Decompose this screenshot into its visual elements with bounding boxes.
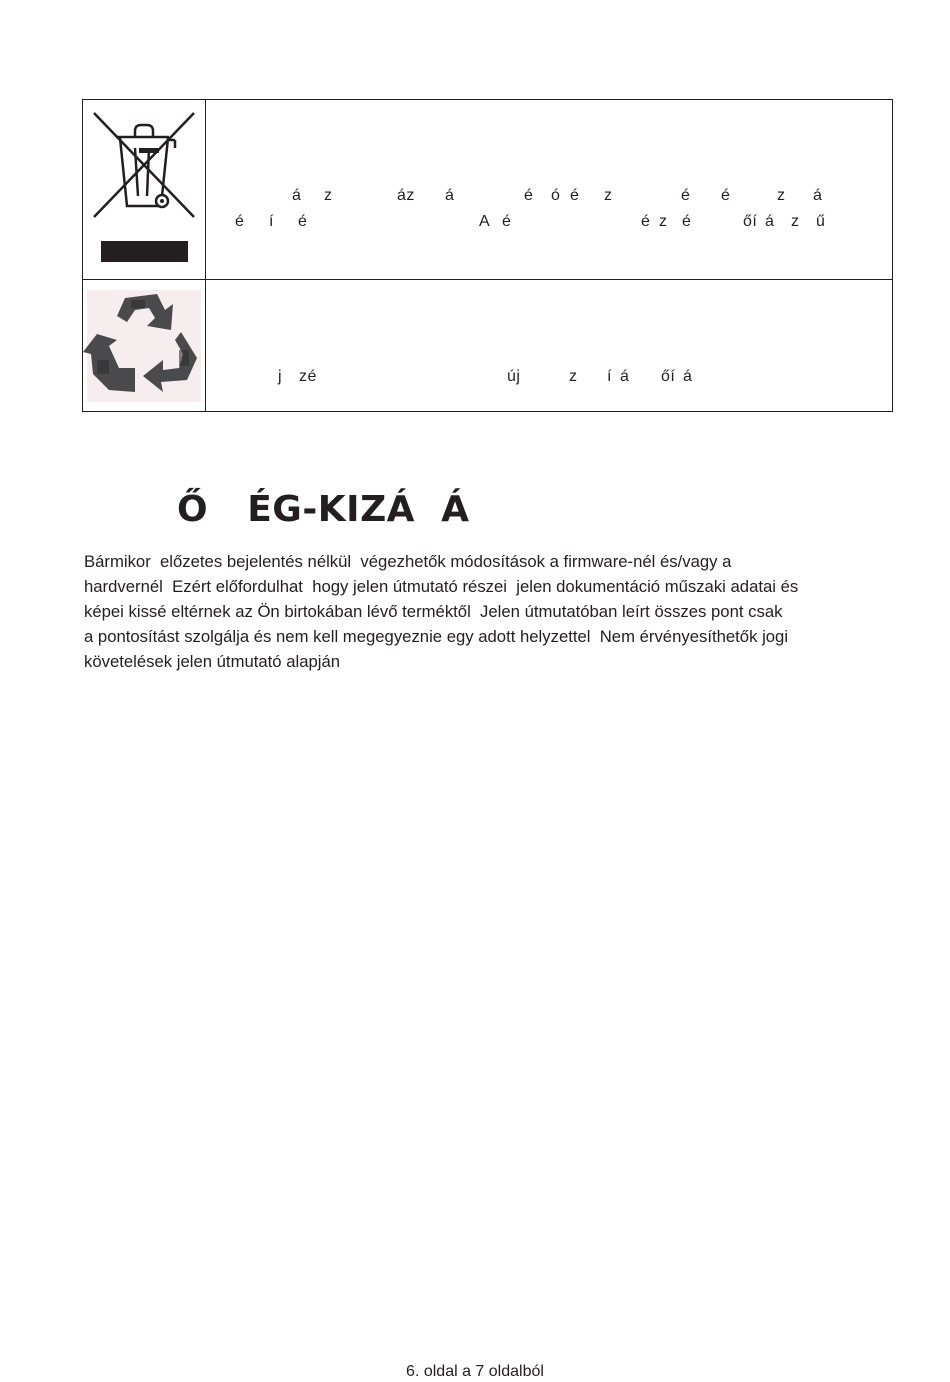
weee-fragment: é — [235, 213, 245, 230]
disclaimer-line: képei kissé eltérnek az Ön birtokában lévő terméktől Jelen útmutatóban leírt összes pont csak — [84, 602, 783, 621]
weee-fragment: z — [604, 187, 613, 204]
weee-fragment: é — [298, 213, 308, 230]
recycle-fragment: új — [507, 368, 521, 385]
recycle-fragment: á — [620, 368, 630, 385]
recycle-row — [83, 280, 892, 411]
weee-fragment: ó — [551, 187, 561, 204]
weee-icon-cell — [83, 100, 206, 279]
weee-fragment: z — [791, 213, 800, 230]
weee-fragment: ű — [816, 213, 826, 230]
recycle-text-cell — [207, 280, 892, 411]
weee-fragment: é — [682, 213, 692, 230]
weee-fragment: z — [659, 213, 668, 230]
weee-fragment: á — [445, 187, 455, 204]
disclaimer-line: követelések jelen útmutató alapján — [84, 652, 341, 671]
disclaimer-title: Ő ÉG-KIZÁ Á — [177, 489, 470, 530]
recycle-fragment: őí — [661, 368, 676, 385]
recycle-fragment: j — [278, 368, 283, 385]
weee-text-cell — [207, 100, 892, 279]
crossed-out-wheelie-bin-icon — [83, 100, 206, 278]
disclaimer-line: hardvernél Ezért előfordulhat hogy jelen útmutató részei jelen dokumentáció műszaki adatai és — [84, 577, 799, 596]
recycle-fragment: z — [569, 368, 578, 385]
disclaimer-line: Bármikor előzetes bejelentés nélkül végezhetők módosítások a firmware-nél és/vagy a — [84, 552, 732, 571]
weee-fragment: á — [292, 187, 302, 204]
weee-fragment: z — [777, 187, 786, 204]
weee-row — [83, 100, 892, 280]
weee-fragment: é — [524, 187, 534, 204]
weee-fragment: é — [681, 187, 691, 204]
recycle-fragment: zé — [299, 368, 317, 385]
weee-fragment: őí — [743, 213, 758, 230]
weee-fragment: é — [502, 213, 512, 230]
weee-fragment: A — [479, 213, 491, 230]
disclaimer-line: a pontosítást szolgálja és nem kell megegyeznie egy adott helyzettel Nem érvényesíthetők jogi — [84, 627, 789, 646]
weee-fragment: í — [269, 213, 274, 230]
weee-fragment: é — [721, 187, 731, 204]
weee-fragment: á — [813, 187, 823, 204]
recycle-icon-cell — [83, 280, 206, 411]
disposal-symbols-table — [82, 99, 893, 412]
weee-fragment: z — [324, 187, 333, 204]
weee-fragment: é — [641, 213, 651, 230]
weee-fragment: é — [570, 187, 580, 204]
disclaimer-body — [84, 549, 904, 674]
page-number: 6. oldal a 7 oldalból — [406, 1363, 544, 1380]
recycling-arrows-icon — [83, 280, 206, 411]
recycle-fragment: í — [607, 368, 612, 385]
weee-fragment: áz — [397, 187, 415, 204]
recycle-fragment: á — [683, 368, 693, 385]
weee-fragment: á — [765, 213, 775, 230]
